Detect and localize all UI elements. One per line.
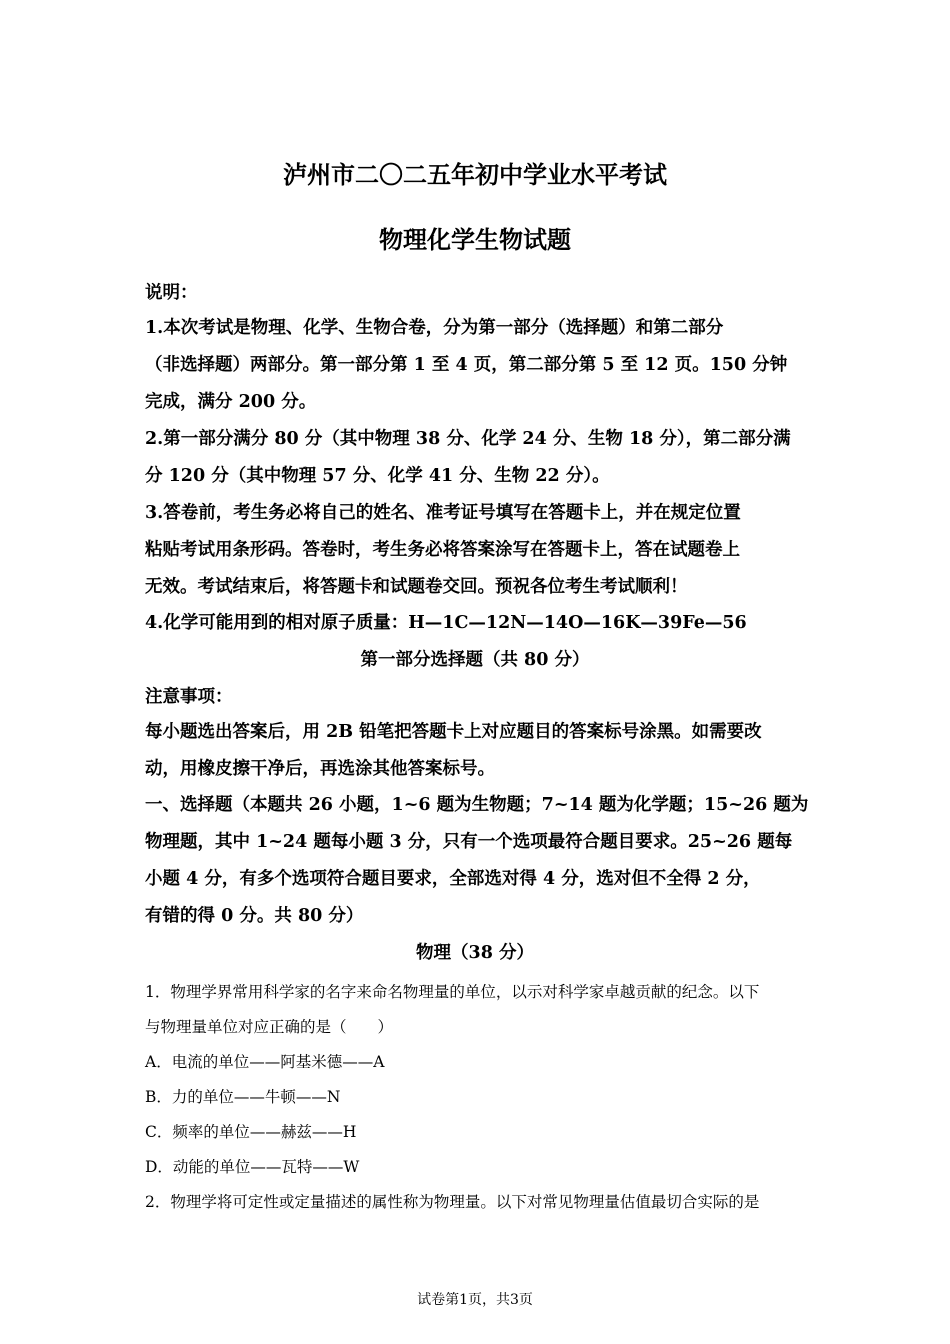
question-1-option-a: A．电流的单位——阿基米德——A (145, 1053, 385, 1071)
question-1-stem: 1．物理学界常用科学家的名字来命名物理量的单位，以示对科学家卓越贡献的纪念。以下 (145, 983, 760, 1001)
part-one-heading: 第一部分选择题（共 80 分） (360, 650, 590, 670)
subject-heading: 物理（38 分） (416, 943, 534, 963)
instruction-line: （非选择题）两部分。第一部分第 1 至 4 页，第二部分第 5 至 12 页。150 分钟 (145, 355, 788, 375)
section-line: 小题 4 分，有多个选项符合题目要求，全部选对得 4 分，选对但不全得 2 分， (145, 869, 761, 889)
instruction-line: 3.答卷前，考生务必将自己的姓名、准考证号填写在答题卡上，并在规定位置 (145, 503, 741, 523)
instructions-heading: 说明： (145, 283, 198, 303)
instruction-line: 完成，满分 200 分。 (145, 392, 317, 412)
instruction-line: 分 120 分（其中物理 57 分、化学 41 分、生物 22 分）。 (145, 466, 610, 486)
section-line: 有错的得 0 分。共 80 分） (145, 906, 364, 926)
notice-line: 动，用橡皮擦干净后，再选涂其他答案标号。 (145, 759, 495, 779)
instruction-line: 2.第一部分满分 80 分（其中物理 38 分、化学 24 分、生物 18 分），第二部分满 (145, 429, 791, 449)
section-line: 一、选择题（本题共 26 小题，1~6 题为生物题；7~14 题为化学题；15~26 题为 (145, 795, 809, 815)
question-1-option-d: D．动能的单位——瓦特——W (145, 1158, 360, 1176)
notice-line: 每小题选出答案后，用 2B 铅笔把答题卡上对应题目的答案标号涂黑。如需要改 (145, 722, 762, 742)
page-footer: 试卷第1页，共3页 (417, 1292, 533, 1308)
instruction-line: 无效。考试结束后，将答题卡和试题卷交回。预祝各位考生考试顺利！ (145, 577, 688, 597)
section-line: 物理题，其中 1~24 题每小题 3 分，只有一个选项最符合题目要求。25~26 题每 (145, 832, 793, 852)
instruction-line: 1.本次考试是物理、化学、生物合卷，分为第一部分（选择题）和第二部分 (145, 318, 724, 338)
question-1-stem: 与物理量单位对应正确的是（ ） (145, 1018, 394, 1036)
question-2-stem: 2．物理学将可定性或定量描述的属性称为物理量。以下对常见物理量估值最切合实际的是 (145, 1193, 760, 1211)
notice-heading: 注意事项： (145, 687, 233, 707)
question-1-option-b: B．力的单位——牛顿——N (145, 1088, 341, 1106)
exam-subtitle: 物理化学生物试题 (379, 225, 571, 254)
instruction-line: 粘贴考试用条形码。答卷时，考生务必将答案涂写在答题卡上，答在试题卷上 (145, 540, 740, 560)
question-1-option-c: C．频率的单位——赫兹——H (145, 1123, 357, 1141)
exam-title: 泸州市二〇二五年初中学业水平考试 (283, 160, 667, 189)
instruction-line: 4.化学可能用到的相对原子质量：H—1C—12N—14O—16K—39Fe—56 (145, 613, 747, 633)
